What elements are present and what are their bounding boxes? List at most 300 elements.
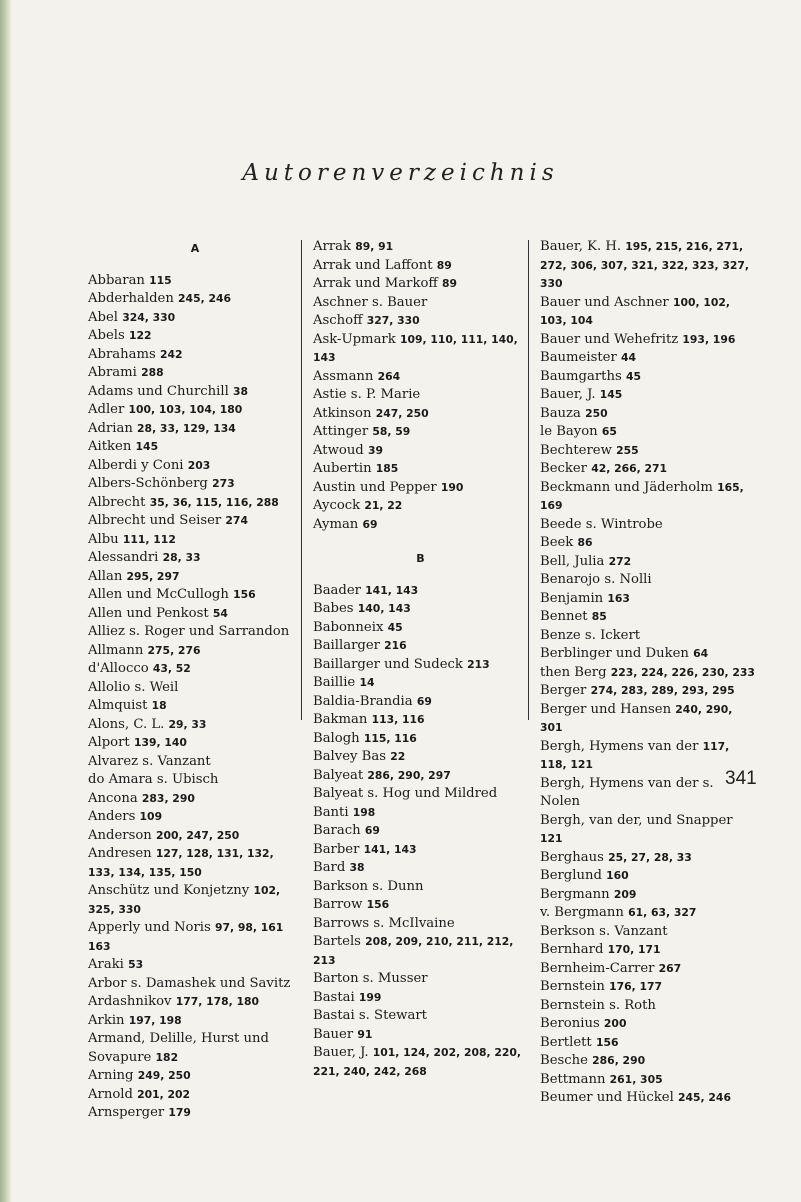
author-name: Berglund <box>540 868 602 883</box>
page-refs: 209 <box>613 887 637 901</box>
author-name: Benjamin <box>540 590 604 606</box>
page-refs: 198 <box>352 805 376 819</box>
index-entry <box>540 1052 755 1071</box>
index-entry <box>88 993 302 1012</box>
page-refs: 193, 196 <box>682 332 736 346</box>
page-refs: 45 <box>387 620 403 634</box>
index-entry <box>88 549 302 568</box>
page-refs: 261, 305 <box>609 1072 663 1086</box>
page-refs: 139, 140 <box>133 736 187 749</box>
author-name: Astie s. P. Marie <box>313 387 421 402</box>
index-entry <box>313 804 528 823</box>
page-refs: 242 <box>159 347 183 361</box>
index-entry <box>88 1104 302 1123</box>
author-name: Aubertin <box>313 461 372 476</box>
page-refs: 200, 247, 250 <box>155 828 240 842</box>
author-name: Arning <box>88 1068 134 1083</box>
author-name: Bauza <box>540 405 581 421</box>
page-refs: 86 <box>577 536 593 549</box>
author-name: Atwoud <box>313 442 364 458</box>
index-entry <box>540 923 755 942</box>
author-name: Allmann <box>88 642 144 658</box>
index-entry <box>313 331 528 368</box>
author-name: Bergmann <box>540 886 610 902</box>
author-name: le Bayon <box>540 424 598 439</box>
page-refs: 64 <box>693 647 709 660</box>
author-name: Bernheim-Carrer <box>540 960 655 976</box>
index-entry <box>540 534 755 553</box>
author-name: Arrak <box>313 239 351 254</box>
page-refs: 185 <box>375 462 399 475</box>
index-entry <box>313 989 528 1008</box>
page-refs: 177, 178, 180 <box>175 995 260 1008</box>
page-refs: 43, 52 <box>152 662 191 675</box>
page-refs: 127, 128, 131, 132, 133, 134, 135, 150 <box>88 847 274 879</box>
index-entry <box>88 605 302 624</box>
page-refs: 69 <box>364 824 380 837</box>
index-entry <box>540 238 755 294</box>
author-name: Bergh, Hymens van der <box>540 738 699 754</box>
page-refs: 101, 124, 202, 208, 220, 221, 240, 242, 268 <box>313 1046 521 1078</box>
author-name: Bell, Julia <box>540 553 605 569</box>
index-entry <box>88 642 302 661</box>
author-name: Adrian <box>88 420 133 436</box>
author-name: Abels <box>88 328 125 343</box>
index-entry <box>313 619 528 638</box>
index-entry <box>88 919 302 956</box>
author-name: Barton s. Musser <box>313 971 428 986</box>
page-refs: 165, 169 <box>540 480 744 512</box>
index-entry <box>540 479 755 516</box>
author-name: Bauer <box>313 1026 354 1042</box>
author-name: do Amara s. Ubisch <box>88 772 219 787</box>
author-name: Allan <box>88 568 123 584</box>
index-entry <box>313 674 528 693</box>
author-name: Allolio s. Weil <box>88 679 179 695</box>
author-name: Albrecht und Seiser <box>88 513 222 528</box>
index-entry <box>313 405 528 424</box>
index-entry <box>540 664 755 683</box>
index-entry <box>313 600 528 619</box>
index-entry <box>313 1044 528 1081</box>
author-name: Becker <box>540 461 587 476</box>
page-refs: 145 <box>135 440 159 453</box>
index-entry <box>88 438 302 457</box>
page-refs: 45 <box>625 369 641 383</box>
index-entry <box>540 571 755 590</box>
author-name: Baldia-Brandia <box>313 693 413 709</box>
entry-list <box>313 238 528 534</box>
author-name: Abderhalden <box>88 291 174 306</box>
page-refs: 200 <box>603 1017 627 1030</box>
index-entry <box>88 383 302 402</box>
page-refs: 250 <box>585 406 608 420</box>
page-refs: 28, 33, 129, 134 <box>137 421 236 435</box>
page-refs: 264 <box>377 369 401 383</box>
author-name: Barrows s. McIlvaine <box>313 915 455 931</box>
index-entry <box>540 645 755 664</box>
author-name: Bergh, Hymens van der s. Nolen <box>540 775 714 809</box>
page-refs: 324, 330 <box>122 310 176 324</box>
author-name: Assmann <box>313 368 374 384</box>
index-entry <box>313 257 528 276</box>
author-name: Bauer und Wehefritz <box>540 331 679 347</box>
index-entry <box>313 479 528 498</box>
index-entry <box>540 997 755 1016</box>
page-refs: 69 <box>362 517 378 531</box>
page-refs: 115 <box>149 273 172 287</box>
index-entry <box>313 693 528 712</box>
author-name: Austin und Pepper <box>313 479 437 495</box>
author-name: Almquist <box>88 698 148 713</box>
author-name: Baillie <box>313 675 356 690</box>
author-name: Baillarger <box>313 638 380 653</box>
page-refs: 255 <box>616 443 639 457</box>
author-name: Bauer, J. <box>313 1045 369 1060</box>
index-entry <box>313 822 528 841</box>
author-name: Berger und Hansen <box>540 701 672 717</box>
index-entry <box>88 956 302 975</box>
index-entry <box>540 904 755 923</box>
author-name: Bernhard <box>540 942 604 957</box>
index-entry <box>540 886 755 905</box>
page-refs: 272 <box>608 554 632 568</box>
index-entry <box>313 915 528 934</box>
author-name: Alons, C. L. <box>88 716 165 732</box>
index-entry <box>540 349 755 368</box>
index-entry <box>540 701 755 738</box>
index-entry <box>88 1030 302 1067</box>
page-refs: 274, 283, 289, 293, 295 <box>590 684 735 697</box>
author-name: Berghaus <box>540 849 604 865</box>
index-entry <box>88 660 302 679</box>
page-refs: 216 <box>384 639 407 652</box>
index-entry <box>540 941 755 960</box>
author-name: Beronius <box>540 1016 600 1031</box>
author-name: Ardashnikov <box>88 994 172 1009</box>
page-refs: 122 <box>128 329 152 342</box>
page-refs: 115, 116 <box>363 731 417 745</box>
index-entry <box>313 637 528 656</box>
author-name: Albers-Schönberg <box>88 476 208 491</box>
page-refs: 163 <box>607 591 630 605</box>
page-refs: 240, 290, 301 <box>540 702 733 734</box>
index-entry <box>88 364 302 383</box>
page-refs: 286, 290 <box>592 1054 646 1067</box>
page-refs: 97, 98, 161 163 <box>88 921 284 953</box>
page-refs: 140, 143 <box>357 602 411 615</box>
index-entry <box>88 272 302 291</box>
index-entry <box>540 849 755 868</box>
author-name: Balyeat s. Hog und Mildred <box>313 786 498 801</box>
page-refs: 213 <box>467 657 490 671</box>
page-refs: 29, 33 <box>168 717 207 731</box>
page-refs: 190 <box>440 480 464 494</box>
page-refs: 223, 224, 226, 230, 233 <box>610 665 755 679</box>
author-name: Alessandri <box>88 550 159 565</box>
author-name: Beckmann und Jäderholm <box>540 479 713 495</box>
index-entry <box>313 423 528 442</box>
author-name: Bernstein s. Roth <box>540 997 656 1013</box>
page-refs: 53 <box>128 958 144 971</box>
index-entry <box>88 697 302 716</box>
page-refs: 38 <box>233 384 249 398</box>
author-name: Bennet <box>540 609 588 624</box>
author-name: d'Allocco <box>88 661 149 676</box>
page-refs: 109 <box>139 810 163 823</box>
index-entry <box>540 590 755 609</box>
page-refs: 21, 22 <box>364 499 403 512</box>
author-name: Arnold <box>88 1086 133 1102</box>
author-name: Allen und McCullogh <box>88 587 229 602</box>
index-entry <box>540 516 755 535</box>
index-entry <box>88 753 302 772</box>
page-refs: 85 <box>591 610 607 623</box>
author-name: Alberdi y Coni <box>88 457 184 473</box>
page-refs: 245, 246 <box>178 292 231 305</box>
index-entry <box>313 656 528 675</box>
index-entry <box>313 275 528 294</box>
page-refs: 91 <box>357 1027 373 1041</box>
author-name: Alport <box>88 735 130 750</box>
author-name: Besche <box>540 1053 588 1068</box>
page-refs: 203 <box>187 458 211 472</box>
index-entry <box>540 386 755 405</box>
index-entry <box>88 771 302 790</box>
author-name: Anderson <box>88 827 152 843</box>
page-refs: 267 <box>658 961 682 975</box>
entry-list <box>313 582 528 1082</box>
author-name: Barach <box>313 823 361 838</box>
author-name: Abbaran <box>88 272 145 288</box>
index-entry <box>313 785 528 804</box>
index-entry <box>313 859 528 878</box>
author-name: Ask-Upmark <box>313 331 396 347</box>
index-entry <box>313 442 528 461</box>
index-entry <box>88 975 302 994</box>
page-refs: 35, 36, 115, 116, 288 <box>149 495 279 509</box>
author-name: Aschoff <box>313 313 363 328</box>
index-entry <box>540 1071 755 1090</box>
page-refs: 176, 177 <box>609 980 663 993</box>
page-refs: 327, 330 <box>366 314 420 327</box>
page-refs: 170, 171 <box>607 943 661 956</box>
page-refs: 22 <box>390 750 406 763</box>
index-entry <box>88 1012 302 1031</box>
author-name: Baumeister <box>540 350 617 365</box>
index-entry <box>88 586 302 605</box>
author-name: Benarojo s. Nolli <box>540 572 652 587</box>
index-entry <box>313 238 528 257</box>
index-entry <box>88 531 302 550</box>
index-entry <box>88 623 302 642</box>
index-entry <box>88 568 302 587</box>
section-heading: A <box>190 242 200 255</box>
author-name: Araki <box>88 957 124 972</box>
author-name: Adams und Churchill <box>88 383 229 399</box>
author-name: Ayman <box>313 516 359 532</box>
author-name: Abrahams <box>88 346 156 362</box>
author-name: Bastai <box>313 989 355 1005</box>
page-refs: 283, 290 <box>141 791 195 805</box>
index-entry <box>313 497 528 516</box>
author-name: Arkin <box>88 1012 125 1028</box>
index-entry <box>313 582 528 601</box>
index-entry <box>540 627 755 646</box>
entry-list <box>88 272 302 1123</box>
index-entry <box>88 475 302 494</box>
author-name: Bauer, J. <box>540 387 596 402</box>
author-name: Bechterew <box>540 442 612 458</box>
author-name: Bauer, K. H. <box>540 239 622 254</box>
page-refs: 247, 250 <box>375 406 429 420</box>
page-refs: 100, 102, 103, 104 <box>540 295 730 327</box>
index-entry <box>88 346 302 365</box>
author-name: Barrow <box>313 897 363 912</box>
author-name: Benze s. Ickert <box>540 627 641 643</box>
column-divider <box>528 240 529 720</box>
page-refs: 113, 116 <box>371 713 425 726</box>
index-entry <box>88 401 302 420</box>
index-entry <box>88 679 302 698</box>
index-entry <box>313 730 528 749</box>
page-number: 341 <box>725 768 757 789</box>
author-name: v. Bergmann <box>540 905 624 920</box>
index-entry <box>88 808 302 827</box>
index-entry <box>313 312 528 331</box>
page-refs: 141, 143 <box>363 842 417 856</box>
page-refs: 89 <box>441 277 458 290</box>
author-name: Bastai s. Stewart <box>313 1008 427 1023</box>
index-entry <box>313 748 528 767</box>
page-refs: 18 <box>151 699 167 712</box>
author-name: Bartels <box>313 934 361 949</box>
author-name: Anschütz und Konjetzny <box>88 883 250 898</box>
column-divider <box>301 240 302 720</box>
author-name: Aschner s. Bauer <box>313 294 428 310</box>
index-entry <box>313 767 528 786</box>
page-refs: 42, 266, 271 <box>591 462 668 475</box>
page-refs: 249, 250 <box>137 1069 191 1082</box>
index-entry <box>540 423 755 442</box>
page-refs: 199 <box>358 990 382 1004</box>
index-entry <box>88 420 302 439</box>
author-name: Arrak und Laffont <box>313 257 433 273</box>
author-name: Balyeat <box>313 767 364 783</box>
page-refs: 121 <box>540 832 563 845</box>
author-name: Allen und Penkost <box>88 605 209 621</box>
author-name: Alliez s. Roger und Sarrandon <box>88 624 290 639</box>
index-entry <box>88 827 302 846</box>
index-entry <box>540 775 755 812</box>
page-refs: 89 <box>436 258 452 272</box>
page-refs: 179 <box>168 1106 191 1119</box>
page-refs: 117, 118, 121 <box>540 739 730 771</box>
index-entry <box>313 516 528 535</box>
author-name: Bauer und Aschner <box>540 294 669 310</box>
page-refs: 156 <box>366 898 390 911</box>
index-column-3 <box>540 238 755 1108</box>
page-refs: 111, 112 <box>122 532 176 546</box>
author-name: Bertlett <box>540 1034 592 1050</box>
index-entry <box>540 682 755 701</box>
page-refs: 145 <box>599 388 623 401</box>
index-entry <box>540 405 755 424</box>
author-name: Apperly und Noris <box>88 920 211 935</box>
page-refs: 156 <box>595 1035 619 1049</box>
page-refs: 61, 63, 327 <box>628 906 697 919</box>
author-name: Arnsperger <box>88 1105 165 1120</box>
author-name: Bernstein <box>540 979 605 994</box>
index-entry <box>88 845 302 882</box>
index-entry <box>313 711 528 730</box>
index-column-1 <box>88 238 302 1123</box>
author-name: Attinger <box>313 424 369 439</box>
page-refs: 69 <box>416 694 432 708</box>
index-entry <box>313 841 528 860</box>
index-entry <box>540 867 755 886</box>
index-entry <box>540 460 755 479</box>
page-refs: 44 <box>620 351 636 364</box>
author-name: Bakman <box>313 712 368 727</box>
page-refs: 65 <box>601 425 617 438</box>
page-refs: 100, 103, 104, 180 <box>128 403 243 416</box>
index-entry <box>540 331 755 350</box>
index-entry <box>313 1026 528 1045</box>
author-name: Armand, Delille, Hurst und Sovapure <box>88 1031 269 1065</box>
index-entry <box>540 1089 755 1108</box>
page-refs: 197, 198 <box>128 1013 182 1027</box>
author-name: Beek <box>540 535 574 550</box>
page-refs: 273 <box>212 477 235 490</box>
author-name: Barkson s. Dunn <box>313 878 424 894</box>
author-name: Aitken <box>88 439 132 454</box>
author-name: Bettmann <box>540 1071 606 1087</box>
page-refs: 89, 91 <box>355 240 394 253</box>
index-entry <box>540 608 755 627</box>
index-entry <box>540 553 755 572</box>
index-entry <box>540 960 755 979</box>
index-column-2 <box>313 238 528 1081</box>
author-name: Baumgarths <box>540 368 622 384</box>
author-name: Baader <box>313 582 361 598</box>
index-entry <box>540 368 755 387</box>
author-name: Balvey Bas <box>313 749 386 764</box>
author-name: Anders <box>88 809 136 824</box>
index-entry <box>313 460 528 479</box>
author-name: Aycock <box>313 498 361 513</box>
author-name: Banti <box>313 804 349 820</box>
index-entry <box>88 882 302 919</box>
page-refs: 208, 209, 210, 211, 212, 213 <box>313 935 514 967</box>
page-refs: 25, 27, 28, 33 <box>608 850 692 864</box>
author-name: Andresen <box>88 846 152 861</box>
author-name: Bard <box>313 860 346 875</box>
entry-list <box>540 238 755 1108</box>
page-refs: 274 <box>225 514 248 527</box>
author-name: Alvarez s. Vanzant <box>88 753 211 769</box>
index-entry <box>88 716 302 735</box>
author-name: Berblinger und Duken <box>540 646 689 661</box>
index-entry <box>313 294 528 313</box>
author-name: Albrecht <box>88 494 146 510</box>
page-refs: 109, 110, 111, 140, 143 <box>313 332 518 364</box>
author-name: Abrami <box>88 365 137 380</box>
page-refs: 182 <box>155 1050 179 1064</box>
index-entry <box>313 933 528 970</box>
index-entry <box>88 1086 302 1105</box>
page-refs: 295, 297 <box>126 569 180 583</box>
